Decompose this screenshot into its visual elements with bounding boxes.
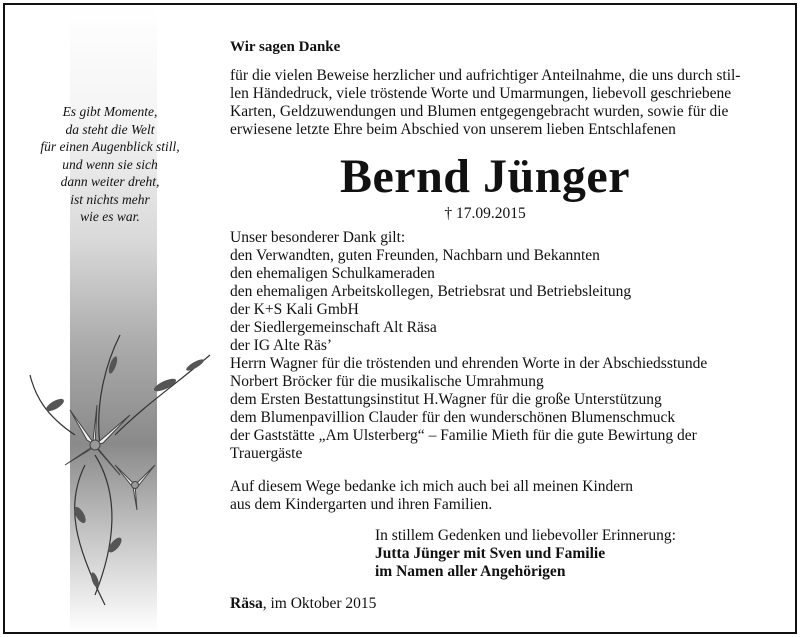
closing-line: aus dem Kindergarten und ihren Familien. bbox=[230, 496, 493, 513]
thanks-line: den ehemaligen Schulkameraden bbox=[230, 265, 435, 282]
thanks-line: Unser besonderer Dank gilt: bbox=[230, 229, 406, 246]
thanks-line: dem Ersten Bestattungsinstitut H.Wagner für die große Unterstützung bbox=[230, 391, 662, 408]
signoff-family: Jutta Jünger mit Sven und Familie bbox=[375, 545, 606, 562]
poem-line: und wenn sie sich bbox=[62, 156, 158, 172]
intro-line: erwiesene letzte Ehre beim Abschied von unserem lieben Entschlafenen bbox=[230, 121, 676, 138]
thanks-line: der K+S Kali GmbH bbox=[230, 301, 359, 318]
obituary-card bbox=[3, 3, 797, 634]
closing-paragraph bbox=[230, 478, 633, 514]
thanks-line: der IG Alte Räs’ bbox=[230, 337, 333, 354]
signoff bbox=[375, 527, 676, 581]
poem-line: wie es war. bbox=[80, 209, 140, 224]
closing-line: Auf diesem Wege bedanke ich mich auch bei all meinen Kindern bbox=[230, 478, 634, 495]
poem-line: Es gibt Momente, bbox=[62, 104, 158, 119]
intro-line: Karten, Geldzuwendungen und Blumen entgegengebracht wurden, sowie für die bbox=[230, 103, 729, 120]
heading: Wir sagen Danke bbox=[230, 39, 341, 55]
poem-line: für einen Augenblick still, bbox=[40, 139, 180, 154]
thanks-line: Herrn Wagner für die tröstenden und ehrenden Worte in der Abschiedsstunde bbox=[230, 355, 708, 372]
thanks-line: der Siedlergemeinschaft Alt Räsa bbox=[230, 319, 437, 336]
thanks-line: Trauergäste bbox=[230, 445, 303, 462]
signoff-intro: In stillem Gedenken und liebevoller Erinnerung: bbox=[375, 527, 676, 544]
poem bbox=[5, 103, 215, 226]
signoff-relatives: im Namen aller Angehörigen bbox=[375, 563, 566, 580]
death-date: † 17.09.2015 bbox=[444, 205, 526, 222]
intro-line: len Händedruck, viele tröstende Worte und Umarmungen, liebevoll geschriebene bbox=[230, 85, 732, 102]
poem-line: da steht die Welt bbox=[65, 121, 155, 137]
poem-line: dann weiter dreht, bbox=[60, 174, 160, 189]
thanks-line: der Gaststätte „Am Ulsterberg“ – Familie Mieth für die gute Bewirtung der bbox=[230, 427, 697, 444]
poem-line: ist nichts mehr bbox=[70, 191, 150, 207]
thanks-line: dem Blumenpavillion Clauder für den wunderschönen Blumenschmuck bbox=[230, 409, 676, 426]
intro-line: für die vielen Beweise herzlicher und aufrichtiger Anteilnahme, die uns durch stil- bbox=[230, 67, 741, 84]
thanks-line: Norbert Bröcker für die musikalische Umrahmung bbox=[230, 373, 544, 390]
deceased-name: Bernd Jünger bbox=[339, 150, 630, 203]
left-column bbox=[5, 5, 215, 632]
place-town: Räsa bbox=[230, 595, 263, 612]
thanks-line: den ehemaligen Arbeitskollegen, Betriebsrat und Betriebsleitung bbox=[230, 283, 632, 300]
intro-paragraph bbox=[230, 67, 775, 139]
flower-bouquet-image bbox=[25, 315, 215, 615]
thanks-line: den Verwandten, guten Freunden, Nachbarn und Bekannten bbox=[230, 247, 600, 264]
place-date-text: , im Oktober 2015 bbox=[262, 595, 377, 612]
place-date bbox=[230, 595, 376, 613]
thanks-list bbox=[230, 229, 775, 463]
